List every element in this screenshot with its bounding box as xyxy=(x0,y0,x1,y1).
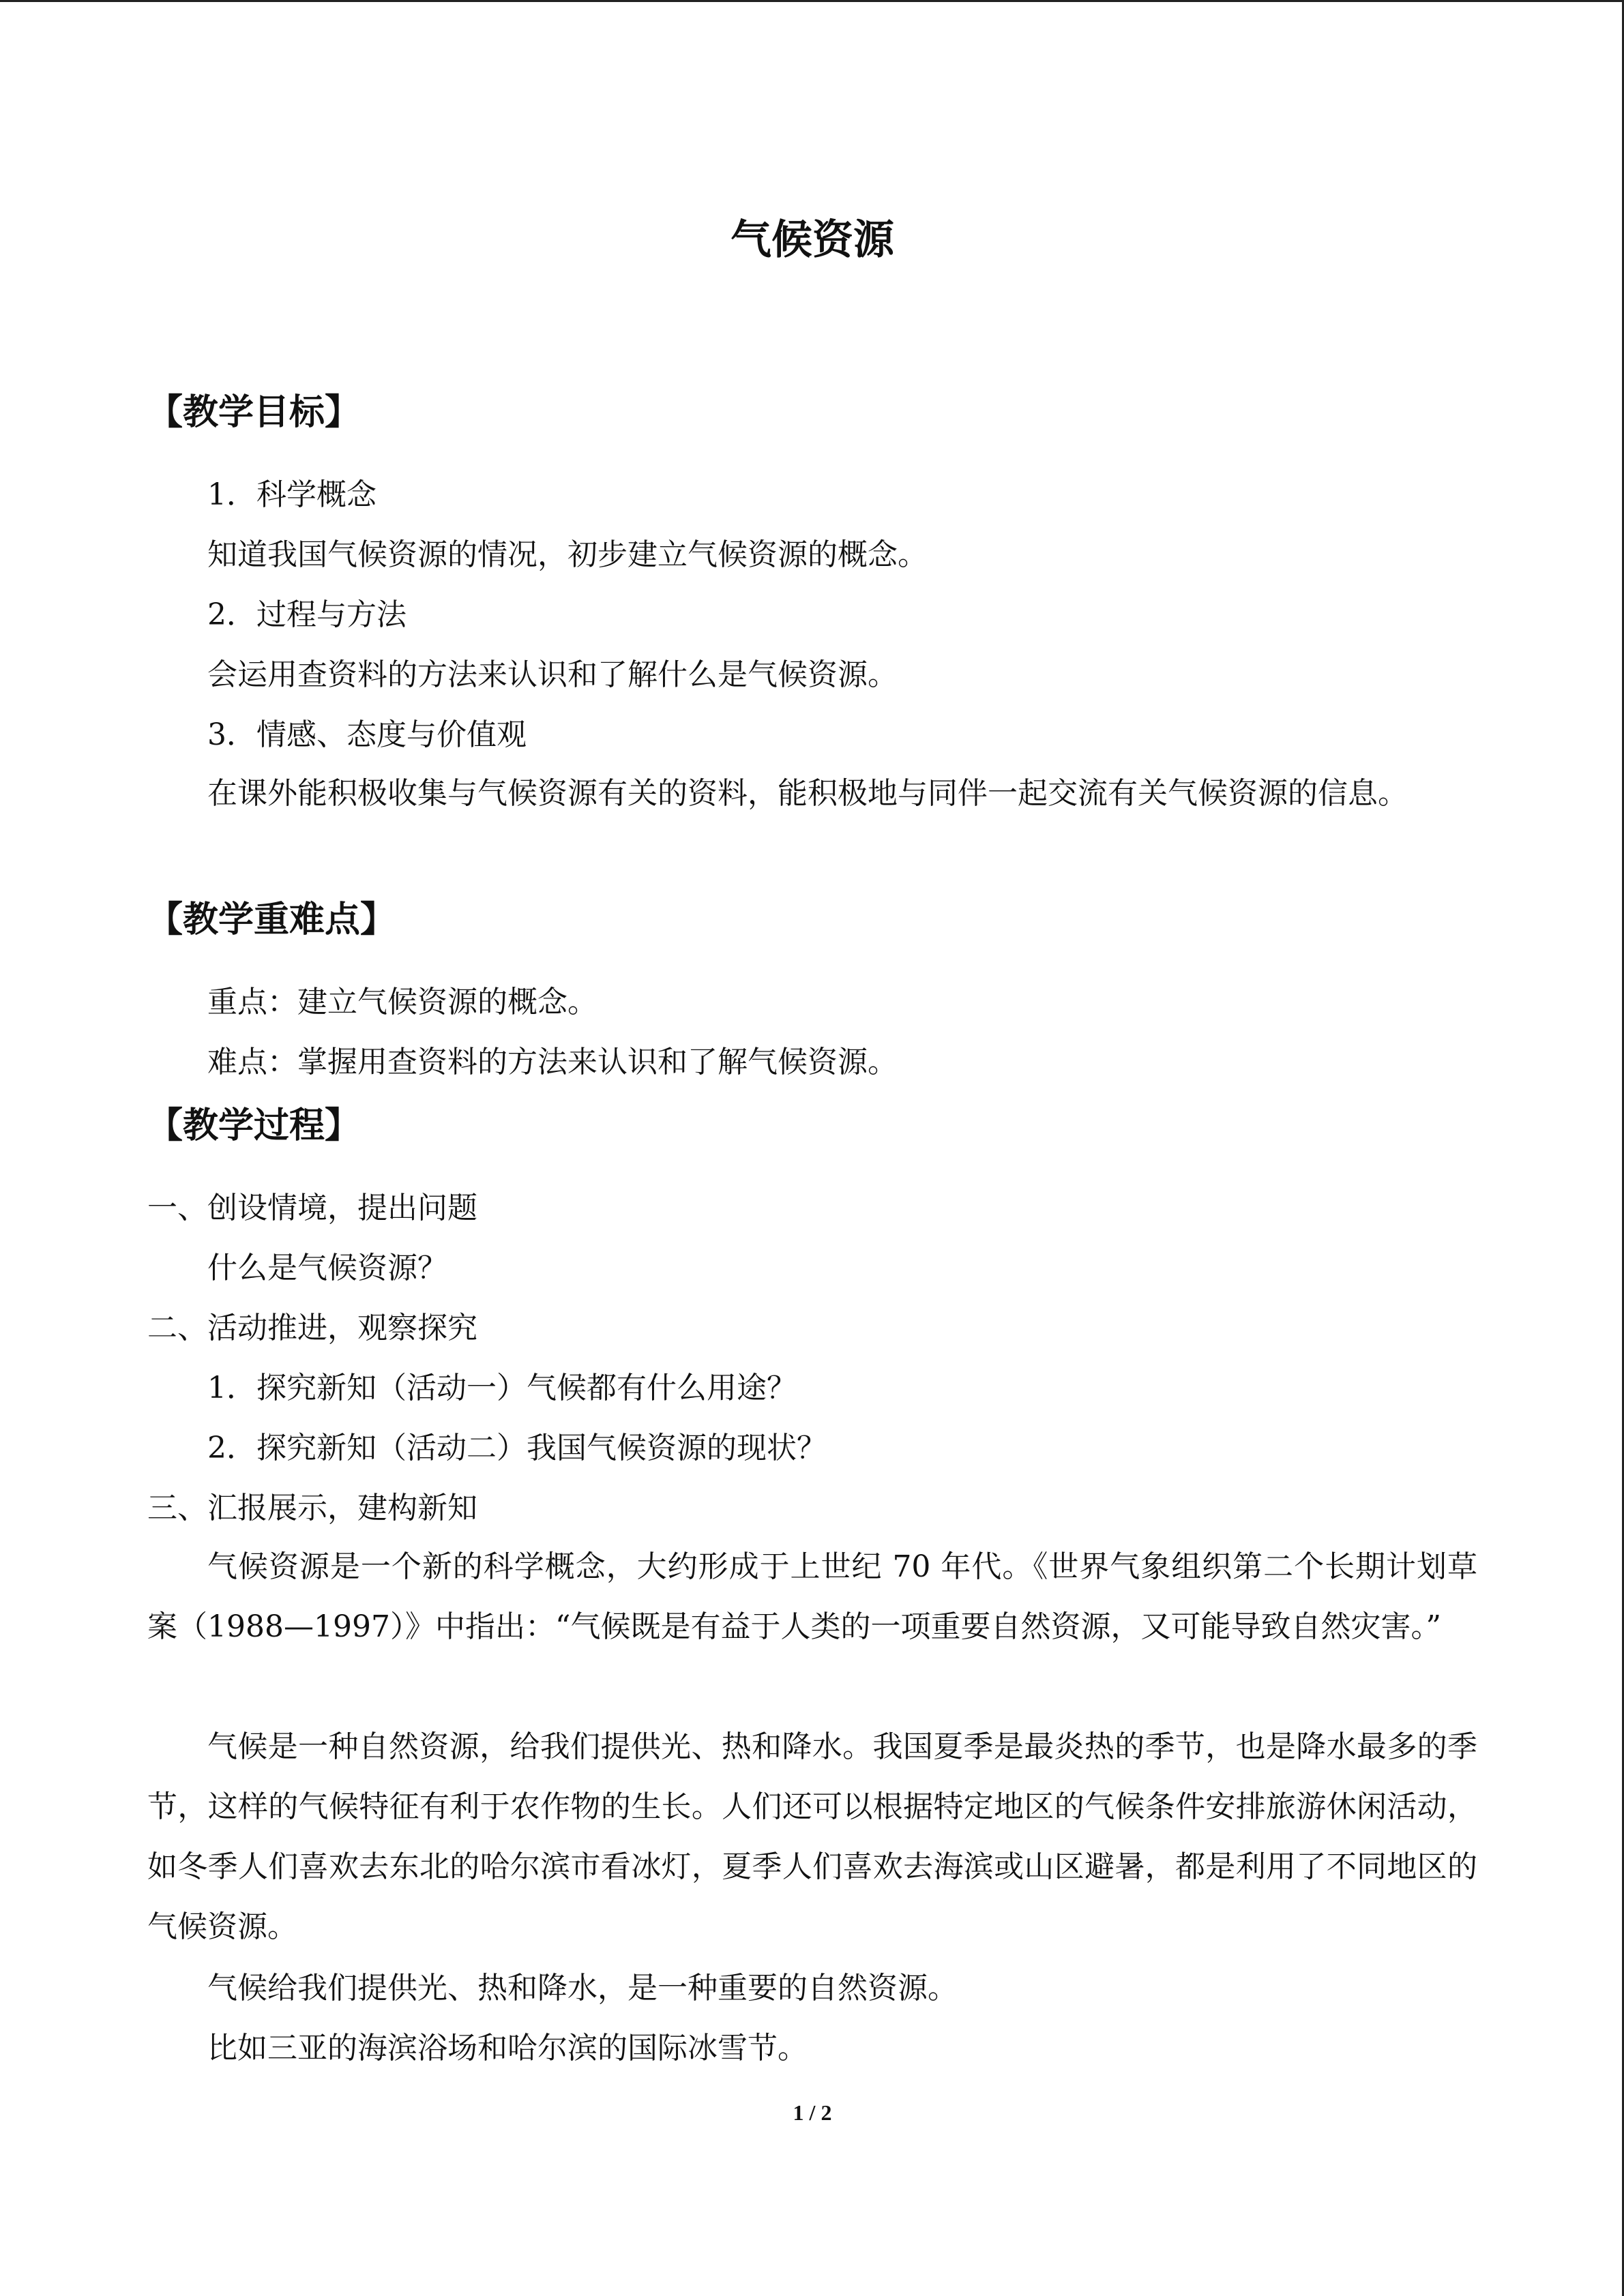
section-heading-objectives: 【教学目标】 xyxy=(147,392,361,433)
objective-1-title: 1．科学概念 xyxy=(207,477,377,512)
process-paragraph-summary: 气候给我们提供光、热和降水，是一种重要的自然资源。 xyxy=(207,1971,958,2006)
page-border-top xyxy=(0,0,1624,2)
process-step-1-question: 什么是气候资源？ xyxy=(207,1251,447,1285)
process-activity-2: 2．探究新知（活动二）我国气候资源的现状？ xyxy=(207,1431,827,1465)
objective-2-title: 2．过程与方法 xyxy=(207,597,407,632)
process-step-2-title: 二、活动推进，观察探究 xyxy=(147,1311,477,1345)
section-heading-process: 【教学过程】 xyxy=(147,1105,361,1146)
key-point-focus: 重点：建立气候资源的概念。 xyxy=(207,985,597,1019)
objective-3-text: 在课外能积极收集与气候资源有关的资料，能积极地与同伴一起交流有关气候资源的信息。 xyxy=(207,776,1408,811)
objective-1-text: 知道我国气候资源的情况，初步建立气候资源的概念。 xyxy=(207,537,928,572)
page-number: 1 / 2 xyxy=(793,2100,832,2125)
process-paragraph-example: 比如三亚的海滨浴场和哈尔滨的国际冰雪节。 xyxy=(207,2031,808,2066)
process-paragraph-concept: 气候资源是一个新的科学概念，大约形成于上世纪 70 年代。《世界气象组织第二个长期计划草案（1988—1997）》中指出：“气候既是有益于人类的一项重要自然资源，又可能导致自然灾害。” xyxy=(147,1549,1477,1644)
document-title: 气候资源 xyxy=(730,216,894,264)
objective-2-text: 会运用查资料的方法来认识和了解什么是气候资源。 xyxy=(207,657,898,692)
process-activity-1: 1．探究新知（活动一）气候都有什么用途？ xyxy=(207,1371,797,1405)
key-point-difficulty: 难点：掌握用查资料的方法来认识和了解气候资源。 xyxy=(207,1045,898,1079)
process-step-1-title: 一、创设情境，提出问题 xyxy=(147,1191,477,1225)
process-paragraph-climate: 气候是一种自然资源，给我们提供光、热和降水。我国夏季是最炎热的季节，也是降水最多的季节，这样的气候特征有利于农作物的生长。人们还可以根据特定地区的气候条件安排旅游休闲活动，如冬季人们喜欢去东北的哈尔滨市看冰灯，夏季人们喜欢去海滨或山区避暑，都是利用了不同地区的气候资源。 xyxy=(147,1729,1477,1944)
process-step-3-title: 三、汇报展示，建构新知 xyxy=(147,1491,477,1525)
objective-3-title: 3．情感、态度与价值观 xyxy=(207,717,527,752)
section-heading-key-points: 【教学重难点】 xyxy=(147,899,396,940)
